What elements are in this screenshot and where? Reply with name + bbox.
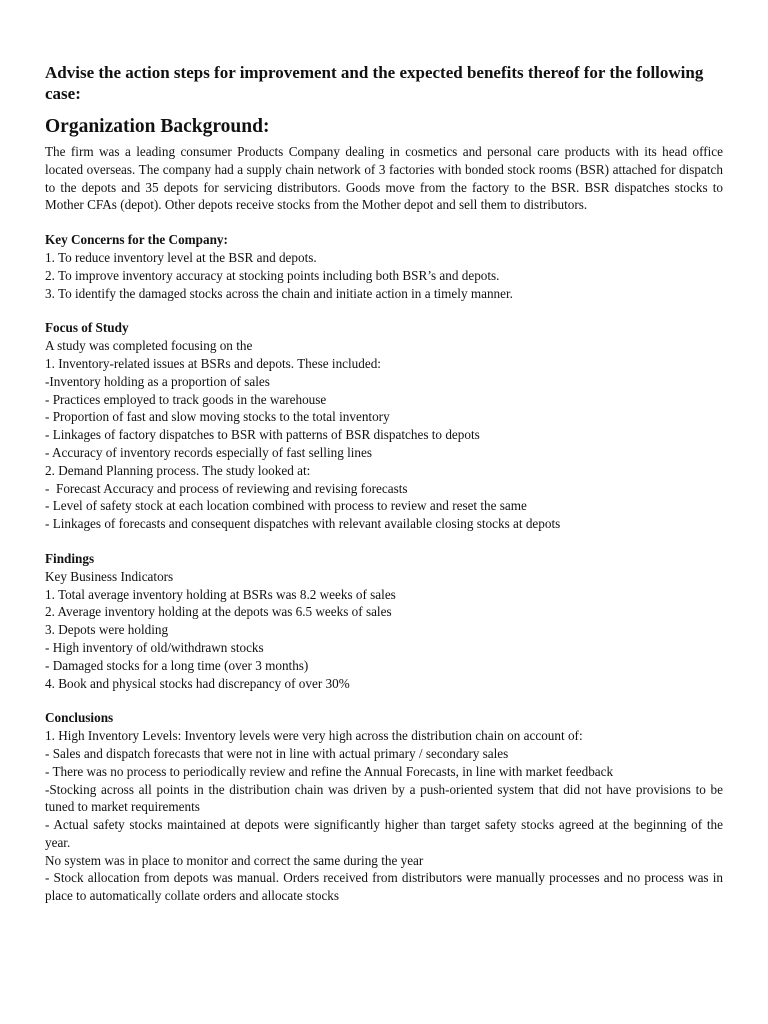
- spacer: [45, 302, 723, 319]
- document-page: [45, 62, 723, 905]
- focus-heading: Focus of Study: [45, 320, 129, 336]
- conclusion-item: No system was in place to monitor and correct the same during the year: [45, 852, 424, 868]
- spacer: [45, 214, 723, 231]
- spacer: [45, 533, 723, 550]
- spacer: [45, 692, 723, 709]
- key-concerns-heading: Key Concerns for the Company:: [45, 232, 228, 248]
- background-paragraph: The firm was a leading consumer Products Company dealing in cosmetics and personal care products with its head office located overseas. The company had a supply chain network of 3 factories with bonded stock rooms (BSR) attached for dispatch to the depots and 35 depots for servicing distributors. Goods move from the factory to the BSR. BSR dispatches stocks to Mother CFAs (depot). Other depots receive stocks from the Mother depot and sell them to distributors.: [45, 144, 723, 213]
- focus-item: - Forecast Accuracy and process of reviewing and revising forecasts: [45, 480, 408, 496]
- key-concern-item: 2. To improve inventory accuracy at stocking points including both BSR’s and depots.: [45, 267, 500, 283]
- findings-item: 2. Average inventory holding at the depots was 6.5 weeks of sales: [45, 604, 392, 620]
- conclusion-item: - Actual safety stocks maintained at depots were significantly higher than target safety stocks agreed at the beginning of the year.: [45, 817, 723, 850]
- focus-item: - Linkages of forecasts and consequent dispatches with relevant available closing stocks at depots: [45, 516, 561, 532]
- key-concern-item: 1. To reduce inventory level at the BSR and depots.: [45, 249, 317, 265]
- findings-item: Key Business Indicators: [45, 568, 174, 584]
- focus-item: - Linkages of factory dispatches to BSR with patterns of BSR dispatches to depots: [45, 427, 480, 443]
- focus-item: -Inventory holding as a proportion of sales: [45, 373, 270, 389]
- background-heading: Organization Background:: [45, 116, 270, 137]
- conclusion-item: - There was no process to periodically review and refine the Annual Forecasts, in line with market feedback: [45, 763, 614, 779]
- conclusion-item: - Stock allocation from depots was manual. Orders received from distributors were manually processes and no process was in place to automatically collate orders and allocate stocks: [45, 870, 723, 904]
- conclusion-item: 1. High Inventory Levels: Inventory levels were very high across the distribution chain on account of:: [45, 728, 583, 744]
- findings-item: - High inventory of old/withdrawn stocks: [45, 639, 264, 655]
- findings-item: 1. Total average inventory holding at BSRs was 8.2 weeks of sales: [45, 586, 396, 602]
- conclusion-item: -Stocking across all points in the distribution chain was driven by a push-oriented system that did not have provisions to be tuned to market requirements: [45, 781, 723, 815]
- conclusion-item: - Sales and dispatch forecasts that were not in line with actual primary / secondary sales: [45, 745, 509, 761]
- focus-item: - Accuracy of inventory records especially of fast selling lines: [45, 444, 373, 460]
- document-title: Advise the action steps for improvement and the expected benefits thereof for the following case:: [45, 63, 704, 103]
- conclusions-heading: Conclusions: [45, 710, 114, 726]
- focus-item: A study was completed focusing on the: [45, 338, 253, 354]
- focus-item: - Proportion of fast and slow moving stocks to the total inventory: [45, 409, 390, 425]
- key-concern-item: 3. To identify the damaged stocks across the chain and initiate action in a timely manner.: [45, 285, 513, 301]
- findings-item: 4. Book and physical stocks had discrepancy of over 30%: [45, 675, 350, 691]
- findings-item: 3. Depots were holding: [45, 622, 169, 638]
- findings-item: - Damaged stocks for a long time (over 3 months): [45, 657, 309, 673]
- findings-heading: Findings: [45, 550, 95, 566]
- focus-item: - Level of safety stock at each location combined with process to review and reset the same: [45, 498, 527, 514]
- focus-item: 2. Demand Planning process. The study looked at:: [45, 462, 311, 478]
- focus-item: - Practices employed to track goods in the warehouse: [45, 391, 327, 407]
- focus-item: 1. Inventory-related issues at BSRs and depots. These included:: [45, 355, 381, 371]
